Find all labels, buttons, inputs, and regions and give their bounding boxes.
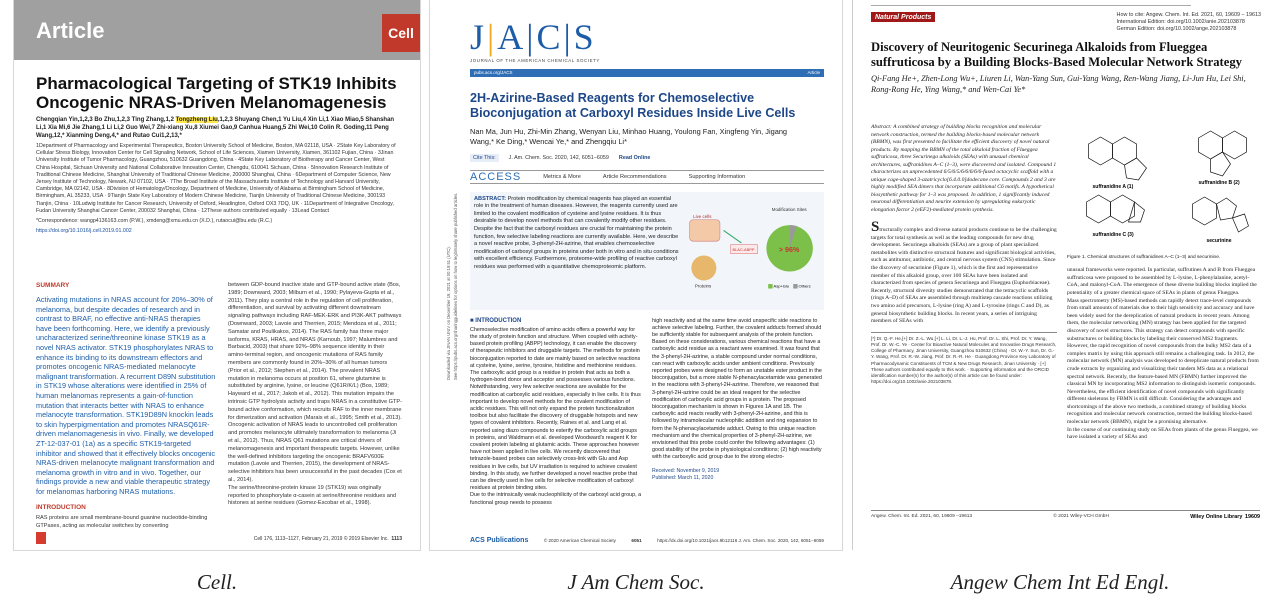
- abstract-body: Protein modification by chemical reagents has played an essential role in the treatment of human diseases. However, the reagents currently used are limited to the covalent modification of cysteine and lysine residues. It is thus desirable to develop novel methods that can covalently modify other residues. Despite the fact that the carboxyl residues are crucial for maintaining the protein function, few selective labeling reactions are currently available. Here, we describe a novel reactive probe, 3-phenyl-2H-azirine, that enables chemoselective modification of carboxyl groups in proteins under both in vitro and in situ conditions with excellent efficiency. Furthermore, proteome-wide profiling of reactive carboxyl residues was performed with a quantitative chemoproteomic platform.: [474, 195, 679, 270]
- cell-header-bar: [14, 0, 420, 60]
- cell-logo: Cell: [382, 14, 420, 52]
- footer-copyright: © 2021 Wiley-VCH GmbH: [1053, 514, 1109, 519]
- cite-row: [470, 154, 842, 162]
- structure-1-ring-b: [1113, 137, 1137, 165]
- jacs-article-page: [430, 0, 842, 550]
- structures-svg: [1067, 124, 1260, 252]
- structure-3-ring-a: [1087, 195, 1111, 223]
- abstract: Abstract: A combined strategy of building blocks recognition and molecular network construction, termed the building blocks-based molecular network (BBMN), was first presented to facilitate the efficient discovery of novel natural products. By mapping the BBMN of the total alkaloid fraction of Flueggea suffruticosa, three Securinega alkaloids (SEAs) with unusual chemical architectures, suffranidines A–C (1–3), were discovered and isolated. Compound 1 characterizes an unprecedented 6/5/6/5/6/6/6/6/6-fused octacyclic scaffold with a unique cage-shaped 3-azatricyclo[6.4.0.0]dodecane core. Compounds 2 and 3 are highly modified SEA dimers that incorporate additional C6 motifs. A hypothetical biosynthetic pathway for 1–3 was proposed. In addition, 1 significantly induced neuronal differentiation and neurite extension by upregulating eukaryotic elongation factor 2 (eEF2)-mediated protein synthesis.: [871, 124, 1057, 213]
- jacs-logo: J|A|C|S: [470, 17, 597, 57]
- structure-3-ring-c: [1129, 202, 1145, 222]
- structure-3-ring-b: [1111, 195, 1135, 223]
- authors-after: ,1,2,3 Shuyang Chen,1 Yu Liu,4 Xin Li,1 Xiao Miao,5 Shanshan Li,1 Xia Mi,6 Jie Zhang,1 Li Li,2 Guo Wei,7 Zhi-xiang Xu,8 Xiumei Gao,9 Canhua Huang,5 Zhi Wei,10 Colin R. Goding,11 Peng Wang,12,* Xianming Deng,4,* and Rutao Cui1,2,13,*: [36, 117, 395, 139]
- how-to-cite: [1117, 12, 1261, 32]
- label-suffranidine-a: suffranidine A (1): [1092, 184, 1134, 190]
- drop-cap: S: [871, 219, 880, 235]
- toc-asp-glu: Asp+Glu: [773, 283, 790, 289]
- download-note: [438, 180, 470, 380]
- cite-text: J. Am. Chem. Soc. 2020, 142, 6051−6059: [508, 154, 609, 161]
- download-note-line1: Downloaded via JINAN UNIV on December 19, 2021 at 00:19:51 (UTC).: [446, 246, 451, 380]
- toc-proteins: Proteins: [694, 283, 712, 289]
- toc-modification-sites: Modification Sites: [771, 206, 807, 212]
- body-text: [871, 219, 1057, 326]
- intro-text: RAS proteins are small membrane-bound guanine nucleotide-binding GTPases, acting as molecular switches by converting: [36, 515, 208, 530]
- read-online-link[interactable]: Read Online: [618, 154, 651, 161]
- doi-link[interactable]: [36, 228, 398, 235]
- legend-asp-swatch: [768, 284, 772, 288]
- article-title: Discovery of Neuritogenic Securinega Alkaloids from Flueggea suffruticosa by a Building Blocks-Based Molecular Network Strategy: [871, 40, 1242, 69]
- author-list: Nan Ma, Jun Hu, Zhi-Min Zhang, Wenyan Liu, Minhao Huang, Youlong Fan, Xingfeng Yin, Jigang Wang,* Ke Ding,* Wencai Ye,* and Zhengqiu Li*: [470, 127, 788, 146]
- page-footer: [470, 537, 824, 544]
- left-column: [36, 282, 218, 531]
- toc-graphic: [686, 196, 820, 306]
- top-rule: [871, 0, 1191, 6]
- highlighted-author: Tongzheng Liu: [175, 117, 218, 123]
- bar-url[interactable]: pubs.acs.org/JACS: [474, 70, 513, 75]
- download-note-line2: See https://pubs.acs.org/sharingguidelines for options on how to legitimately share published articles.: [453, 192, 458, 380]
- right-column: [1067, 124, 1260, 442]
- body-text-content: tructurally complex and diverse natural products continue to be the challenging targets for total synthesis as well as the leading compounds for new drug development. Securinega alkaloids (SEAs) are a group of plant specialized metabolites with distinctive structural features and significant biological activities, such as antitumor, antibiotic, and central nervous system (CNS) stimulation. Since the discovery of securinine (Figure 1), which is the first and representative member of this alkaloid group, over 100 SEAs have been isolated and characterized from species of genera Securinega and Flueggea (Euphorbiaceae). Recently, structural diversity studies demonstrated that the tetracyclic scaffolds (rings A–D) of SEAs are assembled through multistep cascade reactions utilizing two amino acid precursors, L-lysine (ring A) and L-tyrosine (rings C and D), as general biosynthetic building blocks. In recent years, a series of intriguing members of SEAs with: [871, 227, 1057, 325]
- author-notes: [*] Dr. Q.-F. He,[+] Dr. Z.-L. Wu,[+] L. Li, Dr. L.-J. Hu, Prof. Dr. L. Shi, Prof. Dr. Y. Wang, Prof. Dr. W.-C. Ye · Center for Bioactive Natural Molecules and Innovative Drugs Research, College of Pharmacy, Jinan University, Guangzhou 510632 (China) · Dr. W.-Y. Sun, Dr. G.-Y. Wang, Prof. Dr. R.-W. Jiang, Prof. Dr. R.-R. He · Guangdong Province Key Laboratory of Pharmacodynamic Constituents of TCM & New Drugs Research, Jinan University · [+] These authors contributed equally to this work. · Supporting information and the ORCID identification number(s) for the author(s) of this article can be found under: https://doi.org/10.1002/anie.202103878.: [871, 332, 1057, 386]
- doi-footer[interactable]: https://dx.doi.org/10.1021/jacs.9b12116 J. Am. Chem. Soc. 2020, 142, 6051−6059: [657, 538, 824, 543]
- section-label: Article: [36, 18, 105, 43]
- abstract-label: ABSTRACT:: [474, 195, 507, 202]
- toc-percent: > 96%: [778, 245, 800, 254]
- right-column: [228, 282, 402, 531]
- securinine-ring-b: [1217, 198, 1237, 220]
- received-date: Received: November 9, 2019: [652, 467, 720, 474]
- correspondence: *Correspondence: wangp4136163.com (P.W.), xmdeng@xmu.edu.cn (X.D.), rutaocui@bu.edu (R.C.): [36, 218, 273, 225]
- protein-shape: [691, 255, 716, 280]
- article-header: [871, 12, 1261, 32]
- securinine-ring-c: [1233, 214, 1249, 232]
- intro-heading: ■ INTRODUCTION: [470, 317, 522, 324]
- intro-text-2: high reactivity and at the same time avoid unspecific side reactions to achieve selective labeling. Further, the covalent adducts formed should be sufficiently stable for subsequent analysis of the protein function. Based on these considerations, various chemical reactions that have a carboxylic acid residue as a reactant were examined. It was found that the 3-phenyl-2H-azirine, a stable compound under normal conditions, can react with carboxylic acids under ambient conditions. Previously reported probes were designed to form an unstable ester product in the bioconjugation, but a more stable N-phenacylacetamide was generated in the reactions with 3-phenyl-2H-azirine. Therefore, we reasoned that 3-phenyl-2H-azirine could be an ideal reagent for the selective modification of carboxylic acid groups in a protein. The proposed bioconjugation mechanism is shown in Figures 1A and 1B. The carboxylic acid reacts readily with 3-phenyl-2H-azirine, and this is followed by intramolecular nucleophilic addition and ring expansion to form the N-phenacylacetamide adduct. Owing to this unique reaction mechanism and the chemical properties of 3-phenyl-2H-azirine, we envisioned that this probe could confer the following advantages: (1) good stability of the probe in physiological conditions; (2) high reactivity with the carboxylic acid group due to the strong electro-: [652, 317, 822, 461]
- toc-others: Others: [798, 283, 811, 289]
- cite-line-3[interactable]: German Edition: doi.org/10.1002/ange.202103878: [1116, 25, 1237, 32]
- body-columns: [871, 124, 1260, 442]
- abstract-text: [474, 196, 680, 306]
- intro-column-right: [652, 318, 824, 507]
- access-bar: [470, 170, 824, 184]
- footer-citation: Angew. Chem. Int. Ed. 2021, 60, 19609 –19613: [871, 514, 973, 519]
- abstract-box: [470, 192, 824, 310]
- angew-article-page: [852, 0, 1268, 550]
- bar-type: Article: [807, 70, 820, 75]
- article-title: 2H-Azirine-Based Reagents for Chemoselective Bioconjugation at Carboxyl Residues Inside Live Cells: [470, 91, 796, 120]
- cell-article-page: [14, 0, 420, 550]
- metrics-link[interactable]: Metrics & More: [543, 173, 581, 180]
- cite-line-2[interactable]: International Edition: doi.org/10.1002/anie.202103878: [1116, 18, 1245, 25]
- author-list: [36, 116, 398, 140]
- structure-2-ring-b: [1223, 131, 1247, 159]
- summary-heading: SUMMARY: [36, 282, 70, 289]
- authors-before: Chengqian Yin,1,2,3 Bo Zhu,1,2,3 Ting Zhang,1,2: [36, 117, 176, 123]
- label-suffranidine-b: suffranidine B (2): [1198, 180, 1240, 186]
- page-number: 19609: [1245, 514, 1260, 520]
- acs-publications-logo: ACS Publications: [470, 537, 529, 544]
- body-columns: [36, 282, 402, 531]
- intro-column-left: [470, 318, 642, 507]
- structure-2-ring-c: [1211, 152, 1231, 176]
- structure-1-ring-a: [1089, 137, 1113, 165]
- label-securinine: securinine: [1206, 238, 1232, 244]
- securinine-ring-a: [1193, 197, 1217, 225]
- doi-anchor[interactable]: https://doi.org/10.1016/j.cell.2019.01.002: [36, 228, 132, 235]
- caption-angew: Angew Chem Int Ed Engl.: [950, 570, 1170, 594]
- logo-letter: J: [470, 17, 488, 57]
- figure-caption: Figure 1. Chemical structures of suffranidines A–C (1–3) and securinine.: [1067, 255, 1221, 260]
- page-number: 1113: [391, 536, 402, 542]
- toc-live-cells: Live cells: [693, 213, 712, 219]
- author-list: Qi-Fang He+, Zhen-Long Wu+, Liuren Li, Wan-Yang Sun, Gui-Yang Wang, Ren-Wang Jiang, Li-Jun Hu, Lei Shi, Rong-Rong He, Ying Wang,* and Wen-Cai Ye*: [871, 74, 1246, 95]
- copyright: © 2020 American Chemical Society: [543, 538, 616, 543]
- cite-line-1: How to cite: Angew. Chem. Int. Ed. 2021, 60, 19609 – 19613: [1116, 12, 1261, 18]
- structure-2-ring-a: [1199, 131, 1223, 159]
- page-number: 6051: [631, 538, 642, 543]
- arrow-1: [724, 230, 742, 243]
- right-body-text: unusual frameworks were reported. In particular, suffrutines A and B from Flueggea suffruticosa were proposed to be assembled by L-lysine, L-phenylalanine, acetyl-CoA, and malonyl-CoA. The emergence of these diverse building blocks implied the potentiality of a greater chemical space of SEAs in plants of genus Flueggea. Mass spectrometry (MS)-based methods can rapidly detect trace-level compounds from small amounts of materials due to their high sensitivity and accuracy and have been widely used for the dereplication of natural products in recent years. Among them, the molecular networking (MN) strategy has been applied for the targeted discovery of novel structures. This strategy can detect compounds with specific substructures or building blocks by labeling their conserved MS2 fragments. However, the rapid recognition of novel compounds from the bulky MS2 data of a complex matrix by using this approach still remains a challenging task. In 2012, the molecular network (MN) analysis was developed to dereplicate natural products from crude extracts by organizing and visualizing their tandem MS data as a relational spectral network. Recently, the feature-based MN (FBMN) further improved the classical MN by incorporating MS2 information to distinguish isomeric compounds. Nevertheless, the efficient identification of novel compounds with significantly different skeletons by FBMN is still difficult. Considering the advantages and shortcomings of the above two methods, a combined strategy of building blocks recognition and molecular network construction, termed the building blocks-based molecular network (BBMN), might be a promising alternative. In the course of our continuing study on SEAs from plants of the genus Flueggea, we have isolated a variety of SEAs and: [1067, 267, 1259, 441]
- introduction: [470, 318, 824, 507]
- logo-letters: A|C|S: [497, 17, 597, 57]
- figure-1: [1067, 124, 1260, 252]
- toc-svg: [686, 196, 820, 306]
- page-footer: [36, 536, 402, 542]
- toc-blac: BLAC-ABPP: [732, 246, 755, 252]
- body-text: between GDP-bound inactive state and GTP-bound active state (Bos, 1989; Downward, 2003; Milburn et al., 1990; Pylayeva-Gupta et al., 2011). They play a central role in the regulation of cell proliferation, differentiation, and survival by activating different downstream signaling pathways including RAF-MEK-ERK and PI3K-AKT pathways (Downward, 2003; Lavoie and Therrien, 2015; Mendoza et al., 2011; Samatar and Poulikakos, 2014). The RAS family has three major isoforms, KRAS, HRAS, and NRAS (Karnoub, 1997; Malumbres and Barbacid, 2003) that share 92%–98% sequence identity in their amino-terminal region, and oncogenic mutations of RAS family members are commonly found in 20%–30% of all human tumors (Prior et al., 2012; Stephen et al., 2014). The prevalent NRAS mutation in melanoma occurs at position 61, where glutamine is substituted by arginine, lysine, or leucine (Q61R/K/L) (Bos, 1989; Hayward et al., 2017; Jakob et al., 2012). This mutation impairs the intrinsic GTP hydrolysis activity and traps NRAS in a constitutive GTP-bound active conformation, which recruits RAF to the inner membrane for dimerization and activation (Marais et al., 1995; Smith et al., 2013). Oncogenic activation of NRAS leads to uncontrolled cell proliferation and promotes melanocyte ultimately transformation to melanoma (Ji et al., 2012). Thus, NRAS Q61 mutations are critical drivers of melanomagenesis and important therapeutic targets. However, unlike the well-defined inhibitors targeting the oncogenic BRAFV600E mutation (Lavoie and Therrien, 2015), the development of NRAS-selective inhibitors has been unsuccessful in the past decades (Cox et al., 2014). The serine/threonine-protein kinase 19 (STK19) was originally reported to phosphorylate α-casein at serine/threonine residues and histones at serine residues (Gomez-Escobar et al., 1998).: [228, 282, 402, 507]
- journal-subtitle: JOURNAL OF THE AMERICAN CHEMICAL SOCIETY: [470, 58, 600, 63]
- caption-cell: Cell.: [196, 570, 238, 594]
- label-suffranidine-c: suffranidine C (3): [1092, 232, 1134, 238]
- published-date: Published: March 11, 2020: [652, 474, 714, 481]
- article-title: Pharmacological Targeting of STK19 Inhibits Oncogenic NRAS-Driven Melanomagenesis: [36, 74, 397, 112]
- cite-this-label[interactable]: Cite This:: [470, 154, 499, 162]
- intro-text-1: Chemoselective modification of amino acids offers a powerful way for the study of protein function and structure. When coupled with activity-based protein profiling (ABPP) technology, it can enable the discovery of therapeutic inhibitors and druggable targets. The methods for protein bioconjugation reported to date are mainly based on selective reactions at cysteine, lysine, serine, tyrosine, histidine and methionine residues. The carboxylic acid group is a residue in protein that acts as both a hydrogen-bond donor and acceptor and possesses various functions. Notwithstanding, very few selective reactions are available for the modification at carboxylic acid residues, especially in live cells. It is thus important to develop novel methods for the covalent modification of acidic residues. This will not only expand the protein functionalization toolbox but also facilitate the discovery of druggable hotspots and new types of covalent inhibitors. Recently, Raines et al. and Lang et al. reported using diazo compounds to esterify the carboxylic acid groups in proteins, and Waldmann et al. developed Woodward's reagent K for covalent protein labeling at glutamic acids. These approaches however have not been applied in live cells. We recently discovered that tetrazole-based probes can selectively cross-link with Glu and Asp residues in live cells, but UV irradiation is required to achieve covalent binding. In this study, we further developed a novel reactive probe that can be directly used in live cells for selective modification of carboxyl residues at protein binding sites. Due to the intrinsically weak nucleophilicity of the carboxyl acid group, a functional group needs to possess: [470, 326, 642, 506]
- caption-jacs: J Am Chem Soc.: [567, 570, 705, 594]
- journal-bar: [470, 69, 824, 77]
- wiley-online-library[interactable]: Wiley Online Library: [1190, 514, 1243, 520]
- supporting-info-link[interactable]: Supporting Information: [688, 173, 746, 180]
- structure-1-ring-c: [1125, 158, 1147, 180]
- section-tag: Natural Products: [871, 12, 935, 22]
- access-label: ACCESS: [470, 170, 522, 183]
- live-cells-shape: [690, 219, 720, 240]
- page-footer: [871, 510, 1260, 520]
- introduction-heading: INTRODUCTION: [36, 504, 86, 512]
- recommendations-link[interactable]: Article Recommendations: [602, 173, 667, 180]
- affiliations: 1Department of Pharmacology and Experimental Therapeutics, Boston University School of Medicine, Boston, MA 02118, USA · 2State Key Laboratory of Cellular Stress Biology, Innovation Center for Cell Signaling Network, School of Life Sciences, Xiamen University, Xiamen, 361102 Fujian, China · 3Jinan University Institute of Tumor Pharmacology, Guangzhou, 510632 Guangdong, China · 4State Key Laboratory of Biotherapy and Cancer Center, West China Hospital, Sichuan University and National Collaborative Innovation Center, Chengdu, 610041 Sichuan, China · 5Innovation Research Institute of Traditional Chinese Medicine, Shanghai University of Traditional Chinese Medicine, 200000 Shanghai, China · 6Department of Computer Science, New Jersey Institute of Technology, Newark, NJ 07102, USA · 7The Broad Institute of the Massachusetts Institute of Technology and Harvard University, Cambridge, MA 02142, USA · 8Division of Hematology/Oncology, Department of Medicine, University of Alabama at Birmingham School of Medicine, Birmingham, AL 35233, USA · 9Tianjin State Key Laboratory of Modern Chinese Medicine, Tianjin University of Traditional Chinese Medicine, 300193 Tianjin, China · 10Ludwig Institute for Cancer Research, University of Oxford, Headington, Oxford OX3 7DQ, UK · 11Department of Integrative Oncology, Fudan University Shanghai Cancer Center, 200032 Shanghai, China · 12These authors contributed equally · 13Lead Contact: [36, 143, 396, 214]
- left-column: [871, 124, 1057, 442]
- footer-citation: Cell 176, 1113–1127, February 21, 2019 © 2019 Elsevier Inc.: [253, 536, 389, 542]
- summary-text: Activating mutations in NRAS account for 20%–30% of melanoma, but despite decades of research and in contrast to BRAF, no effective anti-NRAS therapies have been forthcoming. Here, we identify a previously uncharacterized serine/threonine kinase STK19 as a novel NRAS activator. STK19 phosphorylates NRAS to enhance its binding to its downstream effectors and promotes oncogenic NRAS-mediated melanocyte malignant transformation. A recurrent D89N substitution in STK19 whose alterations were identified in 25% of human melanomas represents a gain-of-function mutation that interacts better with NRAS to enhance melanocyte transformation. STK19D89N knockin leads to skin hyperpigmentation and promotes NRASQ61R-driven melanomagenesis in vivo. Finally, we developed ZT-12-037-01 (1a) as a specific STK19-targeted inhibitor and showed that it effectively blocks oncogenic NRAS-driven melanocyte malignant transformation and melanoma growth in vitro and in vivo. Together, our findings provide a new and viable therapeutic strategy for melanomas harboring NRAS mutations.: [36, 295, 216, 496]
- legend-others-swatch: [793, 284, 797, 288]
